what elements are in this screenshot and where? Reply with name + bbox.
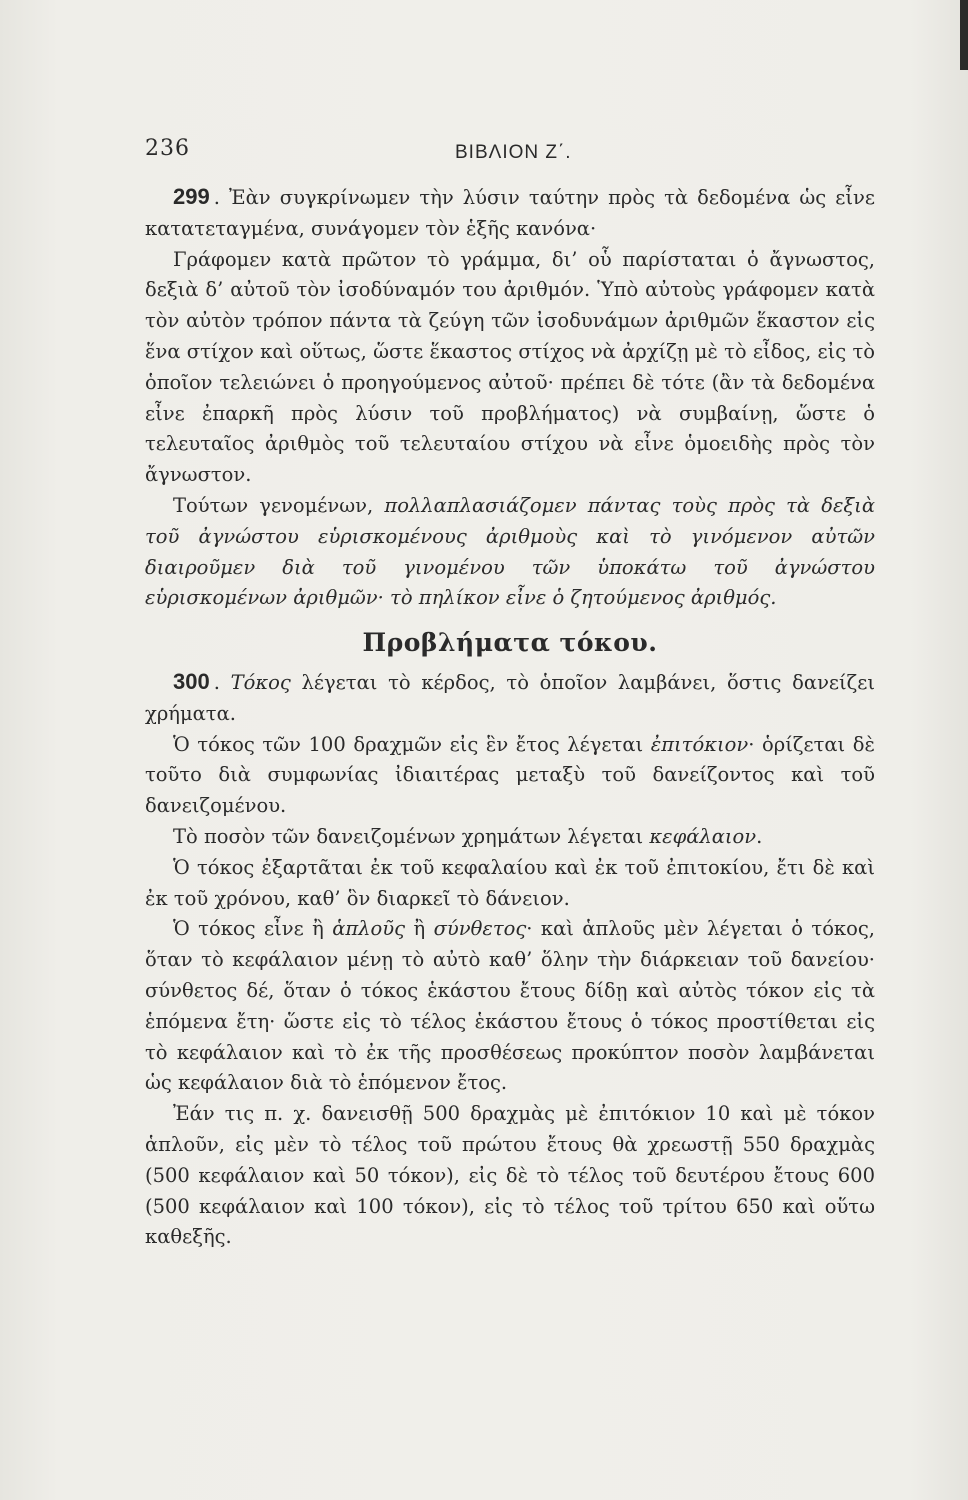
page-number: 236 <box>145 136 190 161</box>
italic-term: κεφάλαιον <box>649 824 757 848</box>
paragraph-300-example: Ἐάν τις π. χ. δανεισθῇ 500 δραχμὰς μὲ ἐπιτόκιον 10 καὶ μὲ τόκον ἁπλοῦν, εἰς μὲν τὸ τέλος τοῦ πρώτου ἔτους θὰ χρεωστῇ 550 δραχμὰς (500 κεφάλαιον καὶ 50 τόκον), εἰς δὲ τὸ τέλος τοῦ δευτέρου ἔτους 600 (500 κεφάλαιον καὶ 100 τόκον), εἰς τὸ τέλος τοῦ τρίτου 650 καὶ οὕτω καθεξῆς. <box>145 1102 875 1249</box>
paragraph-300-capital <box>145 822 875 853</box>
italic-term: ἁπλοῦς <box>332 917 406 941</box>
paragraph-300-rate <box>145 730 875 822</box>
text-run: · ὁρίζεται δὲ τοῦτο διὰ συμφωνίας ἰδιαιτέρας μεταξὺ τοῦ δανείζοντος καὶ τοῦ δανειζομένου. <box>145 732 875 818</box>
text-run: ἢ <box>405 917 434 941</box>
paragraph-299-intro-text: . Ἐὰν συγκρίνωμεν τὴν λύσιν ταύτην πρὸς τὰ δεδομένα ὡς εἶνε κατατεταγμένα, συνάγομεν τὸν ἑξῆς κανόνα· <box>145 186 875 240</box>
italic-term: Τόκος <box>230 670 291 694</box>
italic-term: σύνθετος <box>433 917 527 941</box>
paragraph-299-rule: Γράφομεν κατὰ πρῶτον τὸ γράμμα, δι’ οὗ παρίσταται ὁ ἄγνωστος, δεξιὰ δ’ αὐτοῦ τὸν ἰσοδύναμόν του ἀριθμόν. Ὑπὸ αὐτοὺς γράφομεν κατὰ τὸν αὐτὸν τρόπον πάντα τὰ ζεύγη τῶν ἰσοδυνάμων ἀριθμῶν ἕκαστον εἰς ἕνα στίχον καὶ οὕτως, ὥστε ἕκαστος στίχος νὰ ἀρχίζῃ μὲ τὸ εἶδος, εἰς τὸ ὁποῖον τελειώνει ὁ προηγούμενος αὐτοῦ· πρέπει δὲ τότε (ἂν τὰ δεδομένα εἶνε ἐπαρκῆ πρὸς λύσιν τοῦ προβλήματος) νὰ συμβαίνῃ, ὥστε ὁ τελευταῖος ἀριθμὸς τοῦ τελευταίου στίχου νὰ εἶνε ὁμοειδὴς πρὸς τὸν ἄγνωστον. <box>145 247 875 487</box>
paragraph-300-dependence: Ὁ τόκος ἐξαρτᾶται ἐκ τοῦ κεφαλαίου καὶ ἐκ τοῦ ἐπιτοκίου, ἔτι δὲ καὶ ἐκ τοῦ χρόνου, καθ’ ὃν διαρκεῖ τὸ δάνειον. <box>145 855 875 910</box>
running-title: ΒΙΒΛΙΟΝ Ζ΄. <box>455 142 572 163</box>
text-run: λέγεται τὸ κέρδος, τὸ ὁποῖον λαμβάνει, ὅστις δανείζει χρήματα. <box>145 670 875 725</box>
paragraph-299-conclusion-start: Τούτων γενομένων, <box>173 493 385 517</box>
section-heading: Προβλήματα τόκου. <box>362 628 658 658</box>
paragraph-300-types <box>145 914 875 1099</box>
section-number-299: 299 <box>173 184 210 209</box>
text-run: Ὁ τόκος τῶν 100 δραχμῶν εἰς ἓν ἔτος λέγεται <box>173 732 651 756</box>
paragraph-299-intro <box>145 182 875 245</box>
page-body <box>145 182 875 1253</box>
text-run: · καὶ ἁπλοῦς μὲν λέγεται ὁ τόκος, ὅταν τὸ κεφάλαιον μένῃ τὸ αὐτὸ καθ’ ὅλην τὴν διάρκειαν τοῦ δανείου· σύνθετος δέ, ὅταν ὁ τόκος ἑκάστου ἔτους δίδῃ καὶ αὐτὸς τόκον εἰς τὰ ἑπόμενα ἔτη· ὥστε εἰς τὸ τέλος ἑκάστου ἔτους ὁ τόκος προστίθεται εἰς τὸ κεφάλαιον καὶ τὸ ἐκ τῆς προσθέσεως προκύπτον ποσὸν λαμβάνεται ὡς κεφάλαιον διὰ τὸ ἑπόμενον ἔτος. <box>145 917 875 1095</box>
text-run: . <box>213 670 231 694</box>
text-run: . <box>756 824 763 848</box>
page-header <box>145 136 875 176</box>
paragraph-299-conclusion <box>145 491 875 614</box>
paragraph-299-conclusion-italic: πολλαπλασιάζομεν πάντας τοὺς πρὸς τὰ δεξιὰ τοῦ ἀγνώστου εὑρισκομένους ἀριθμοὺς καὶ τὸ γινόμενον αὐτῶν διαιροῦμεν διὰ τοῦ γινομένου τῶν ὑποκάτω τοῦ ἀγνώστου εὑρισκομένων ἀριθμῶν· τὸ πηλίκον εἶνε ὁ ζητούμενος ἀριθμός. <box>145 493 875 610</box>
text-run: Τὸ ποσὸν τῶν δανειζομένων χρημάτων λέγεται <box>173 824 650 848</box>
italic-term: ἐπιτόκιον <box>650 732 749 756</box>
paragraph-300-definition <box>145 667 875 730</box>
edge-mark <box>960 0 968 70</box>
section-number-300: 300 <box>173 668 210 694</box>
text-run: Ὁ τόκος εἶνε ἢ <box>173 917 333 941</box>
